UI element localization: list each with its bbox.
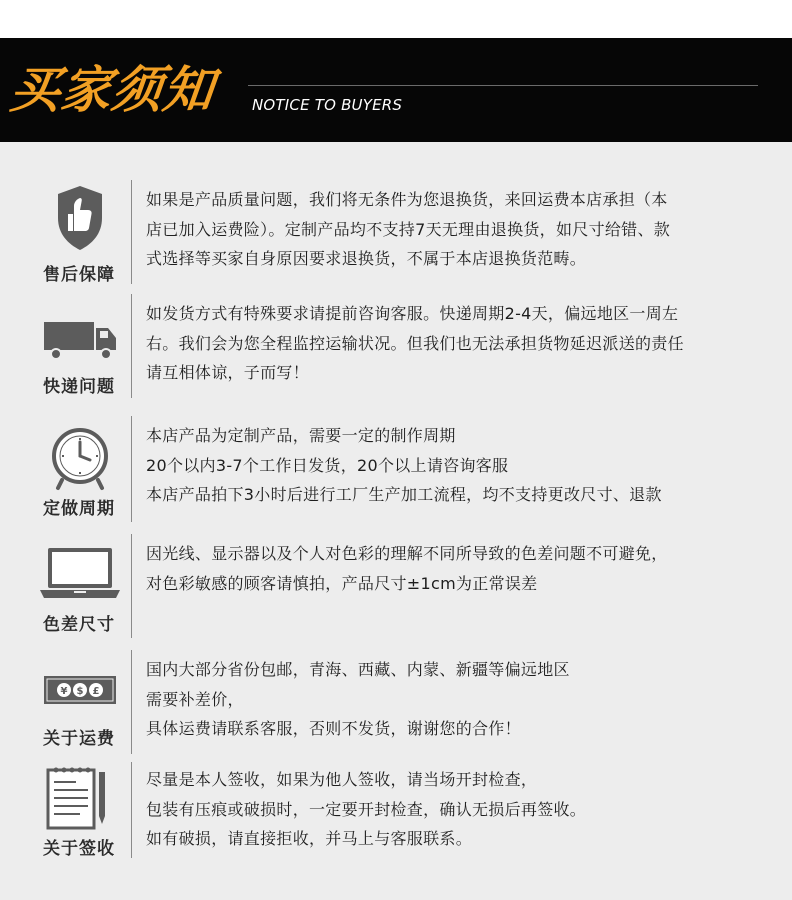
text-line: 具体运费请联系客服，否则不发货，谢谢您的合作！ — [146, 719, 521, 738]
svg-text:£: £ — [92, 686, 100, 697]
section-divider — [131, 762, 132, 858]
alarm-clock-icon — [36, 422, 124, 494]
section-divider — [131, 294, 132, 398]
section-text — [146, 765, 776, 854]
section-label: 定做周期 — [43, 499, 115, 519]
text-line: 因光线、显示器以及个人对色彩的理解不同所导致的色差问题不可避免， — [146, 544, 668, 563]
clipboard-pen-icon — [36, 764, 124, 836]
section-divider — [131, 416, 132, 522]
top-margin — [0, 0, 792, 38]
text-line: 对色彩敏感的顾客请慎拍，产品尺寸±1cm为正常误差 — [146, 573, 538, 593]
text-line: 20个以内3-7个工作日发货，20个以上请咨询客服 — [146, 455, 509, 475]
section-label: 关于运费 — [43, 729, 115, 749]
section-label: 售后保障 — [43, 265, 115, 285]
section-divider — [131, 650, 132, 754]
page-title: 买家须知 — [6, 61, 218, 119]
text-line: 尽量是本人签收，如果为他人签收，请当场开封检查， — [146, 770, 538, 789]
text-line: 如有破损，请直接拒收，并马上与客服联系。 — [146, 829, 473, 848]
text-line: 国内大部分省份包邮，青海、西藏、内蒙、新疆等偏远地区 — [146, 660, 570, 679]
shield-thumbs-up-icon — [36, 184, 124, 256]
text-line: 需要补差价， — [146, 689, 244, 709]
section-label: 快递问题 — [43, 377, 115, 397]
header-divider — [248, 85, 758, 86]
section-text — [146, 299, 776, 388]
text-line: 本店产品拍下3小时后进行工厂生产加工流程，均不支持更改尺寸、退款 — [146, 485, 662, 504]
section-label: 关于签收 — [43, 839, 115, 859]
text-line: 如发货方式有特殊要求请提前咨询客服。快递周期2-4天，偏远地区一周左 — [146, 304, 679, 323]
text-line: 包装有压痕或破损时，一定要开封检查，确认无损后再签收。 — [146, 799, 587, 819]
section-text — [146, 421, 776, 510]
text-line: 本店产品为定制产品，需要一定的制作周期 — [146, 426, 456, 445]
section-label: 色差尺寸 — [43, 615, 115, 635]
section-divider — [131, 534, 132, 638]
section-divider — [131, 180, 132, 284]
header-banner — [0, 38, 792, 142]
text-line: 如果是产品质量问题，我们将无条件为您退换货，来回运费本店承担（本 — [146, 190, 668, 209]
text-line: 请互相体谅，子而写！ — [146, 363, 310, 382]
section-text — [146, 185, 776, 274]
svg-text:$: $ — [76, 686, 84, 697]
text-line: 店已加入运费险）。定制产品均不支持7天无理由退换货，如尺寸给错、款 — [146, 219, 671, 239]
svg-text:¥: ¥ — [60, 686, 68, 697]
section-text — [146, 539, 776, 598]
laptop-icon — [36, 546, 124, 618]
text-line: 式选择等买家自身原因要求退换货，不属于本店退换货范畴。 — [146, 249, 587, 268]
text-line: 右。我们会为您全程监控运输状况。但我们也无法承担货物延迟派送的责任 — [146, 333, 684, 353]
section-text — [146, 655, 776, 744]
page-subtitle: NOTICE TO BUYERS — [252, 96, 403, 114]
